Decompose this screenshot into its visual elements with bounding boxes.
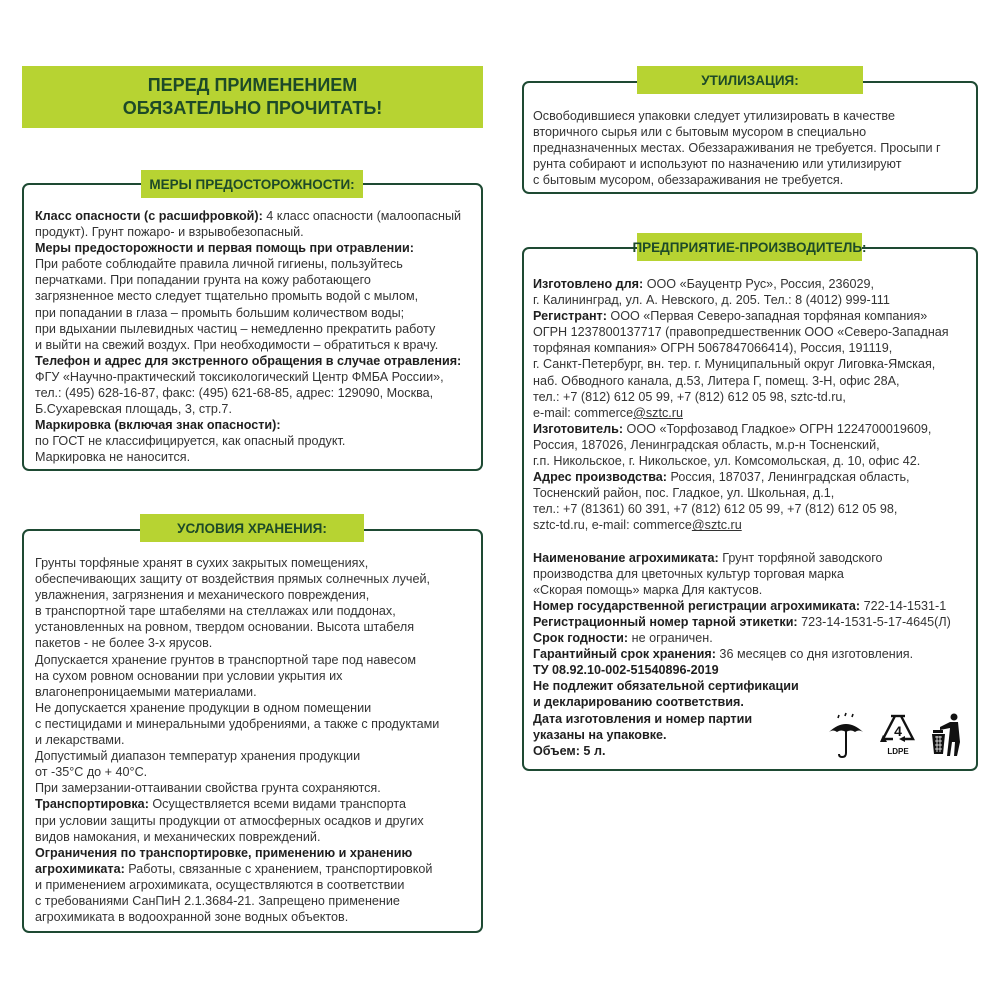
- storage-line: в транспортной таре штабелями на стеллажах или поддонах,: [35, 604, 396, 619]
- storage-line: Не допускается хранение продукции в одном помещении: [35, 700, 372, 715]
- transport-line: при условии защиты продукции от атмосферных осадков и других: [35, 813, 424, 828]
- emergency-line: ФГУ «Научно-практический токсикологический Центр ФМБА России»,: [35, 369, 444, 384]
- product-name-line: «Скорая помощь» марка Для кактусов.: [533, 582, 763, 597]
- registrant-email-link[interactable]: @sztc.ru: [633, 405, 683, 420]
- restrictions-line: с требованиями СанПиН 2.1.3684-21. Запрещено применение: [35, 893, 400, 908]
- marking-line: по ГОСТ не классифицируется, как опасный продукт.: [35, 434, 346, 449]
- registrant-line: ОГРН 1237800137717 (правопредшественник ООО «Северо-Западная: [533, 325, 949, 340]
- registrant-text: ООО «Первая Северо-западная торфяная компания»: [606, 309, 928, 324]
- package-symbols: [826, 712, 976, 762]
- transport-line: видов намокания, и механических повреждений.: [35, 829, 321, 844]
- keep-dry-umbrella-icon: [826, 712, 866, 760]
- banner-line-1: ПЕРЕД ПРИМЕНЕНИЕМ: [147, 75, 358, 95]
- registrant-line: г. Санкт-Петербург, вн. тер. г. Муниципальный округ Лиговка-Ямская,: [533, 357, 936, 372]
- production-text: Россия, 187037, Ленинградская область,: [667, 470, 910, 485]
- restrictions-line: агрохимиката в водоохранной зоне водных объектов.: [35, 910, 349, 925]
- restrictions-label-2: агрохимиката:: [35, 861, 125, 876]
- manufacturer-title: ПРЕДПРИЯТИЕ-ПРОИЗВОДИТЕЛЬ:: [637, 233, 862, 261]
- precautions-title: МЕРЫ ПРЕДОСТОРОЖНОСТИ:: [141, 170, 363, 198]
- first-aid-line: при вдыхании пылевидных частиц – немедленно прекратить работу: [35, 321, 436, 336]
- read-before-use-banner: [22, 66, 483, 128]
- storage-line: пакетов - не более 3-х ярусов.: [35, 636, 213, 651]
- hazard-class-text: 4 класс опасности (малоопасный: [262, 209, 462, 223]
- label-reg-value: 723-14-1531-5-17-4645(Л): [797, 614, 951, 629]
- first-aid-line: при попадании в глаза – промыть большим количеством воды;: [35, 305, 405, 320]
- batch-note-2: указаны на упаковке.: [533, 727, 667, 742]
- precautions-body: [35, 208, 461, 466]
- recycle-code: LDPE: [887, 747, 909, 756]
- certification-note: Не подлежит обязательной сертификации: [533, 679, 799, 694]
- made-for-label: Изготовлено для:: [533, 277, 644, 291]
- marking-line: Маркировка не наносится.: [35, 450, 191, 465]
- storage-line: от -35°С до + 40°С.: [35, 765, 148, 780]
- restrictions-line: и применением агрохимиката, осуществляются в соответствии: [35, 877, 405, 892]
- product-name-line: производства для цветочных культур торговая марка: [533, 566, 844, 581]
- storage-line: При замерзании-оттаивании свойства грунта сохраняются.: [35, 781, 381, 796]
- production-line: тел.: +7 (81361) 60 391, +7 (812) 612 05 99, +7 (812) 612 05 98,: [533, 502, 898, 517]
- storage-line: Допускается хранение грунтов в транспортной таре под навесом: [35, 652, 417, 667]
- disposal-title: УТИЛИЗАЦИЯ:: [637, 66, 863, 94]
- made-for-line2: г. Калининград, ул. А. Невского, д. 205. Тел.: 8 (4012) 999-111: [533, 293, 890, 308]
- storage-line: на сухом ровном основании при условии укрытия их: [35, 668, 343, 683]
- volume: Объем: 5 л.: [533, 743, 606, 758]
- storage-line: установленных на ровном, твердом основании. Высота штабеля: [35, 620, 415, 635]
- product-name-label: Наименование агрохимиката:: [533, 550, 719, 565]
- state-reg-value: 722-14-1531-1: [860, 598, 947, 613]
- registrant-line: торфяная компания» ОГРН 5067847066414), Россия, 191119,: [533, 341, 893, 356]
- storage-line: увлажнения, загрязнения и механического повреждения,: [35, 588, 370, 603]
- state-reg-label: Номер государственной регистрации агрохимиката:: [533, 598, 861, 613]
- registrant-line: наб. Обводного канала, д.53, Литера Г, помещ. 3-Н, офис 28А,: [533, 373, 900, 388]
- recycle-4-ldpe-icon: [878, 712, 918, 760]
- banner-line-2: ОБЯЗАТЕЛЬНО ПРОЧИТАТЬ!: [122, 98, 383, 118]
- storage-body: [35, 555, 439, 925]
- production-email-link[interactable]: @sztc.ru: [691, 518, 742, 533]
- made-for-text: ООО «Бауцентр Рус», Россия, 236029,: [643, 277, 875, 291]
- emergency-label: Телефон и адрес для экстренного обращения в случае отравления:: [35, 353, 462, 368]
- maker-line: г.п. Никольское, г. Никольское, ул. Комсомольская, д. 10, офис 42.: [533, 454, 921, 469]
- first-aid-line: перчатками. При попадании грунта на кожу работающего: [35, 273, 371, 288]
- manufacturer-body: [533, 276, 951, 759]
- storage-line: обеспечивающих защиту от воздействия прямых солнечных лучей,: [35, 572, 431, 587]
- disposal-line: с бытовым мусором, обеззараживания не требуется.: [533, 173, 844, 188]
- storage-line: Допустимый диапазон температур хранения продукции: [35, 749, 361, 764]
- transport-label: Транспортировка:: [35, 797, 149, 812]
- first-aid-line: и выйти на свежий воздух. При необходимости – обратиться к врачу.: [35, 337, 439, 352]
- disposal-line: предназначенных местах. Обеззараживания не требуется. Просыпи г: [533, 141, 941, 156]
- storage-line: влагонепроницаемыми материалами.: [35, 684, 257, 699]
- disposal-line: вторичного сырья или с бытовым мусором в специально: [533, 125, 867, 140]
- storage-line: и лекарствами.: [35, 733, 125, 748]
- maker-label: Изготовитель:: [533, 421, 624, 436]
- production-email-prefix: sztc-td.ru, e-mail: commerce: [533, 518, 692, 533]
- production-label: Адрес производства:: [533, 470, 667, 485]
- first-aid-line: При работе соблюдайте правила личной гигиены, пользуйтесь: [35, 257, 403, 272]
- batch-note: Дата изготовления и номер партии: [533, 711, 753, 726]
- maker-line: Россия, 187026, Ленинградская область, м.р-н Тосненский,: [533, 437, 880, 452]
- transport-text: Осуществляется всеми видами транспорта: [148, 797, 406, 812]
- restrictions-text: Работы, связанные с хранением, транспортировкой: [124, 861, 433, 876]
- tu-standard: ТУ 08.92.10-002-51540896-2019: [533, 663, 719, 678]
- restrictions-label: Ограничения по транспортировке, применению и хранению: [35, 845, 413, 860]
- emergency-line: Б.Сухаревская площадь, 3, стр.7.: [35, 402, 232, 417]
- storage-line: Грунты торфяные хранят в сухих закрытых помещениях,: [35, 556, 369, 570]
- hazard-class-label: Класс опасности (с расшифровкой):: [35, 209, 263, 223]
- tidyman-trash-icon: [930, 712, 964, 760]
- first-aid-label: Меры предосторожности и первая помощь при отравлении:: [35, 241, 414, 256]
- label-reg-label: Регистрационный номер тарной этикетки:: [533, 614, 798, 629]
- shelf-life-value: не ограничен.: [628, 631, 713, 646]
- disposal-line: рунта собирают и используют по назначению или утилизируют: [533, 157, 902, 172]
- disposal-line: Освободившиеся упаковки следует утилизировать в качестве: [533, 109, 895, 123]
- emergency-line: тел.: (495) 628-16-87, факс: (495) 621-68-85, адрес: 129090, Москва,: [35, 386, 434, 401]
- registrant-line: тел.: +7 (812) 612 05 99, +7 (812) 612 05 98, sztc-td.ru,: [533, 389, 846, 404]
- registrant-label: Регистрант:: [533, 309, 607, 324]
- recycle-number: 4: [894, 723, 902, 739]
- registrant-email-prefix: e-mail: commerce: [533, 405, 634, 420]
- maker-text: ООО «Торфозавод Гладкое» ОГРН 1224700019609,: [623, 421, 932, 436]
- first-aid-line: загрязненное место следует тщательно промыть водой с мылом,: [35, 289, 419, 304]
- storage-title: УСЛОВИЯ ХРАНЕНИЯ:: [140, 514, 364, 542]
- hazard-class-line2: продукт). Грунт пожаро- и взрывобезопасный.: [35, 225, 304, 240]
- production-line: Тосненский район, пос. Гладкое, ул. Школьная, д.1,: [533, 486, 835, 501]
- shelf-life-label: Срок годности:: [533, 631, 629, 646]
- storage-line: с пестицидами и минеральными удобрениями, а также с продуктами: [35, 716, 440, 731]
- product-name-text: Грунт торфяной заводского: [718, 550, 883, 565]
- guarantee-label: Гарантийный срок хранения:: [533, 647, 716, 662]
- marking-label: Маркировка (включая знак опасности):: [35, 418, 281, 433]
- guarantee-value: 36 месяцев со дня изготовления.: [715, 647, 914, 662]
- disposal-body: [533, 108, 941, 188]
- certification-note-2: и декларированию соответствия.: [533, 695, 744, 710]
